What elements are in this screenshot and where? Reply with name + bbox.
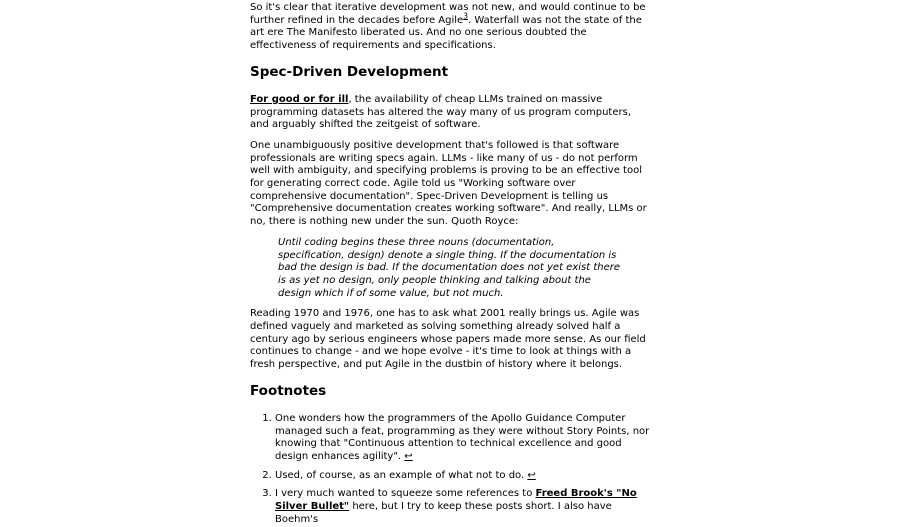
royce-quote: Until coding begins these three nouns (documentation, specification, design) denote a single thing. If the documentation is bad the design is bad. If the documentation does not yet exist there is as yet no design, only people thinking and talking about the design which if of some value, but not much. [278,236,621,299]
intro-text-before-ref: So it's clear that iterative development was not new, and would continue to be further refined in the decades before Agile [250,2,646,26]
footnote-item-1 [275,413,650,464]
llm-paragraph [250,94,650,132]
footnote-item-3 [275,488,650,526]
footnote-2-text: Used, of course, as an example of what not to do. [275,469,528,481]
intro-text-after-ref: . Waterfall was not the state of the art ere The Manifesto liberated us. And no one serious doubted the effectiveness of requirements and specifications. [250,14,642,52]
section-heading-footnotes: Footnotes [250,382,327,399]
section-heading-spec-driven: Spec-Driven Development [250,63,449,80]
no-silver-bullet-link[interactable]: Freed Brook's "No Silver Bullet" [275,488,637,513]
footnote-item-2 [275,470,650,483]
good-or-ill-link[interactable]: For good or for ill [250,93,349,105]
footnote-1-text: One wonders how the programmers of the Apollo Guidance Computer managed such a feat, programming as they were without Story Points, nor knowing that "Continuous attention to technical excellence and good design enhances agility". [275,412,650,462]
llm-paragraph-text: , the availability of cheap LLMs trained on massive programming datasets has altered the way many of us program computers, and arguably shifted the zeitgeist of software. [250,93,631,131]
reading-paragraph: Reading 1970 and 1976, one has to ask what 2001 really brings us. Agile was defined vaguely and marketed as solving something already solved half a century ago by serious engineers whose papers made more sense. As our field continues to change - and we hope evolve - it's time to look at things with a fresh perspective, and put Agile in the dustbin of history where it belongs. [250,308,646,371]
footnote-3-text-after-link: here, but I try to keep these posts short. I also have Boehm's [275,501,612,525]
specs-paragraph: One unambiguously positive development that's followed is that software professionals are writing specs again. LLMs - like many of us - do not perform well with ambiguity, and specifying problems is proving to be an effective tool for generating correct code. Agile told us "Working software over comprehensive documentation". Spec-Driven Development is telling us "Comprehensive documentation creates working software". And really, LLMs or no, there is nothing new under the sun. Quoth Royce: [250,139,647,228]
footnote-3-ref-link[interactable]: 3 [463,11,468,21]
article-content [250,0,650,527]
footnote-3-text-before-link: I very much wanted to squeeze some references to [275,488,536,500]
footnote-1-backref-link[interactable]: ↩ [404,450,413,462]
intro-paragraph [250,2,650,53]
footnote-2-backref-link[interactable]: ↩ [527,469,536,481]
footnotes-list [250,413,650,527]
